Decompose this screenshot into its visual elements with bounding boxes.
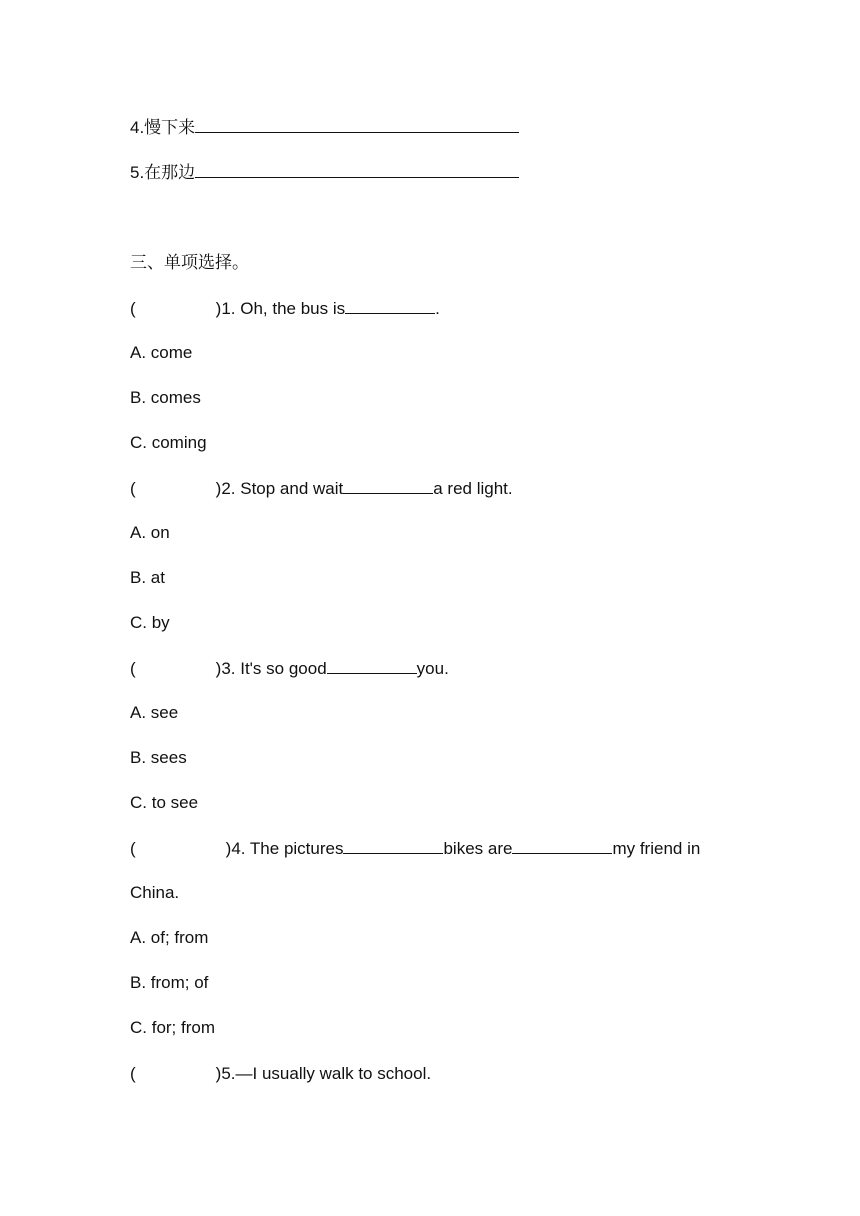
answer-blank[interactable] (343, 837, 443, 854)
answer-blank[interactable] (195, 161, 519, 178)
answer-blank[interactable] (512, 837, 612, 854)
answer-blank[interactable] (327, 657, 417, 674)
option: C. to see (130, 793, 199, 812)
open-paren: ( (130, 839, 136, 858)
question-text-end: you. (416, 659, 449, 678)
option: A. on (130, 523, 170, 542)
question-stem (130, 477, 513, 500)
section-title: 三、单项选择。 (130, 253, 249, 272)
option: A. come (130, 343, 193, 362)
question-continuation: China. (130, 883, 180, 902)
question-stem (130, 1063, 431, 1085)
question-stem (130, 837, 700, 860)
option: C. coming (130, 433, 207, 452)
translate-item (130, 116, 519, 139)
question-text-end: a red light. (433, 479, 513, 498)
open-paren: ( (130, 659, 136, 678)
option: C. for; from (130, 1018, 216, 1037)
question-text-mid: bikes are (443, 839, 513, 858)
option: B. comes (130, 388, 201, 407)
answer-blank[interactable] (195, 116, 519, 133)
question-text-end: my friend in (612, 839, 701, 858)
question-stem (130, 297, 440, 320)
answer-blank[interactable] (345, 297, 435, 314)
question-text-end: . (435, 299, 440, 318)
option: B. from; of (130, 973, 209, 992)
option: B. at (130, 568, 165, 587)
question-stem (130, 657, 449, 680)
translate-item (130, 161, 519, 184)
open-paren: ( (130, 1064, 136, 1083)
answer-blank[interactable] (343, 477, 433, 494)
translate-label: 4.慢下来 (130, 118, 196, 137)
question-text: )5.—I usually walk to school. (215, 1064, 432, 1083)
option: B. sees (130, 748, 187, 767)
open-paren: ( (130, 299, 136, 318)
option: A. of; from (130, 928, 209, 947)
question-text: )4. The pictures (225, 839, 344, 858)
option: C. by (130, 613, 170, 632)
question-text: )3. It's so good (215, 659, 327, 678)
question-text: )2. Stop and wait (215, 479, 344, 498)
translate-label: 5.在那边 (130, 163, 196, 182)
question-text: )1. Oh, the bus is (215, 299, 346, 318)
option: A. see (130, 703, 179, 722)
open-paren: ( (130, 479, 136, 498)
